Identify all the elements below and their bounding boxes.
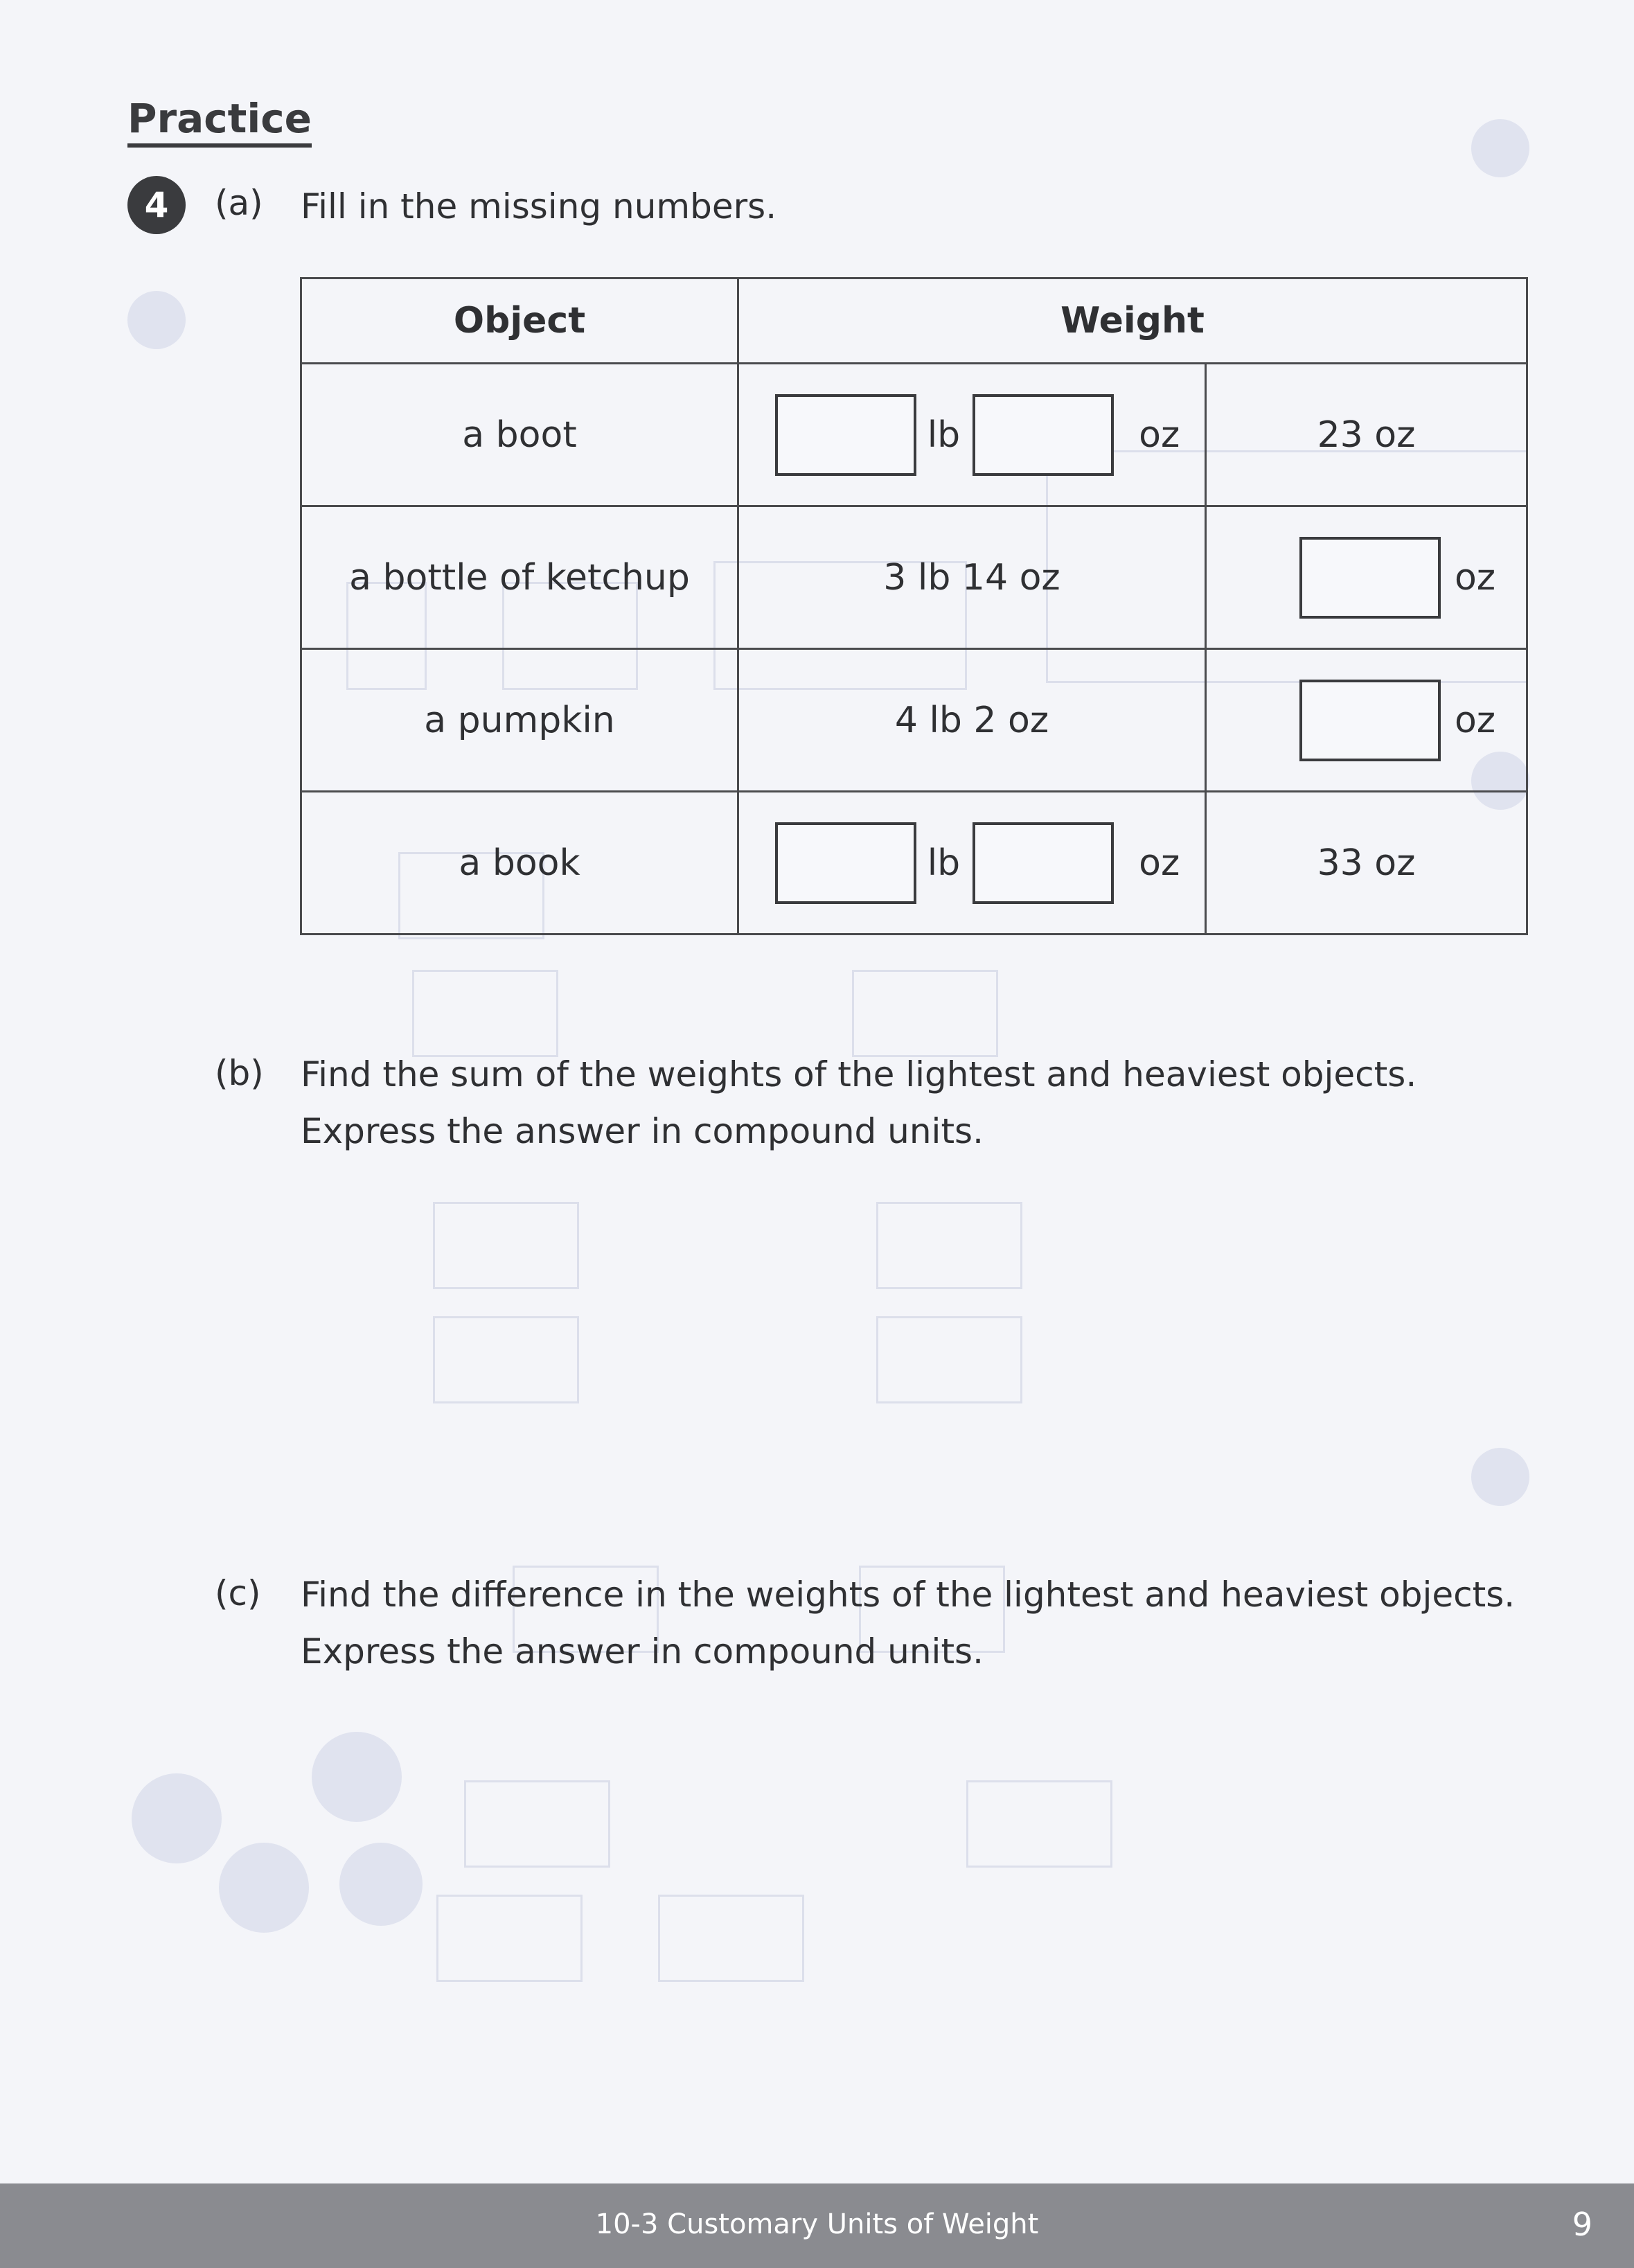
table-header-row [301, 278, 1527, 364]
answer-box-ounces[interactable] [1299, 680, 1441, 761]
part-b-line-1: Find the sum of the weights of the lightest and heaviest objects. [301, 1054, 1417, 1095]
footer-lesson-title: 10-3 Customary Units of Weight [595, 2208, 1039, 2240]
bleed-through-circle [127, 291, 186, 349]
bleed-through-circle [1471, 1448, 1529, 1506]
answer-box-ounces[interactable] [1299, 537, 1441, 619]
bleed-through-box [464, 1780, 610, 1868]
unit-lb: lb [927, 414, 961, 456]
weight-ounces-cell [1206, 649, 1527, 792]
table-row [301, 364, 1527, 506]
bleed-through-box [966, 1780, 1112, 1868]
part-a-prompt: Fill in the missing numbers. [301, 186, 777, 227]
weight-compound-cell [738, 364, 1206, 506]
bleed-through-circle [312, 1732, 402, 1822]
bleed-through-box [433, 1202, 579, 1289]
part-c-line-2: Express the answer in compound units. [301, 1631, 984, 1672]
part-c-line-1: Find the difference in the weights of the lightest and heaviest objects. [301, 1575, 1516, 1615]
answer-box-ounces[interactable] [973, 394, 1114, 476]
footer-band [0, 2183, 1634, 2268]
object-name: a bottle of ketchup [301, 506, 738, 649]
question-number-badge: 4 [127, 176, 186, 234]
weight-ounces-cell [1206, 506, 1527, 649]
page-number: 9 [1572, 2206, 1592, 2243]
weight-ounces-cell: 33 oz [1206, 792, 1527, 934]
unit-lb: lb [927, 842, 961, 884]
unit-oz: oz [1139, 842, 1180, 884]
part-c-label: (c) [215, 1573, 261, 1613]
answer-box-pounds[interactable] [775, 394, 916, 476]
weight-compound-cell [738, 792, 1206, 934]
bleed-through-box [436, 1895, 583, 1982]
bleed-through-circle [219, 1843, 309, 1933]
weight-ounces-cell: 23 oz [1206, 364, 1527, 506]
weights-table [300, 277, 1528, 935]
object-name: a book [301, 792, 738, 934]
bleed-through-box [876, 1316, 1022, 1403]
bleed-through-box [433, 1316, 579, 1403]
part-b-label: (b) [215, 1053, 264, 1093]
table-row [301, 649, 1527, 792]
bleed-through-circle [1471, 119, 1529, 177]
table-row [301, 506, 1527, 649]
part-b-line-2: Express the answer in compound units. [301, 1111, 984, 1151]
object-name: a pumpkin [301, 649, 738, 792]
weight-compound-cell: 3 lb 14 oz [738, 506, 1206, 649]
unit-oz: oz [1139, 414, 1180, 456]
bleed-through-circle [339, 1843, 423, 1926]
answer-box-ounces[interactable] [973, 822, 1114, 904]
bleed-through-box [876, 1202, 1022, 1289]
unit-oz: oz [1454, 556, 1496, 599]
header-object: Object [301, 278, 738, 364]
weight-compound-cell: 4 lb 2 oz [738, 649, 1206, 792]
answer-box-pounds[interactable] [775, 822, 916, 904]
bleed-through-box [658, 1895, 804, 1982]
unit-oz: oz [1454, 699, 1496, 741]
bleed-through-box [852, 970, 998, 1057]
table-row [301, 792, 1527, 934]
bleed-through-circle [132, 1773, 222, 1863]
bleed-through-box [412, 970, 558, 1057]
section-heading: Practice [127, 96, 312, 148]
object-name: a boot [301, 364, 738, 506]
header-weight: Weight [738, 278, 1527, 364]
part-a-label: (a) [215, 183, 263, 223]
